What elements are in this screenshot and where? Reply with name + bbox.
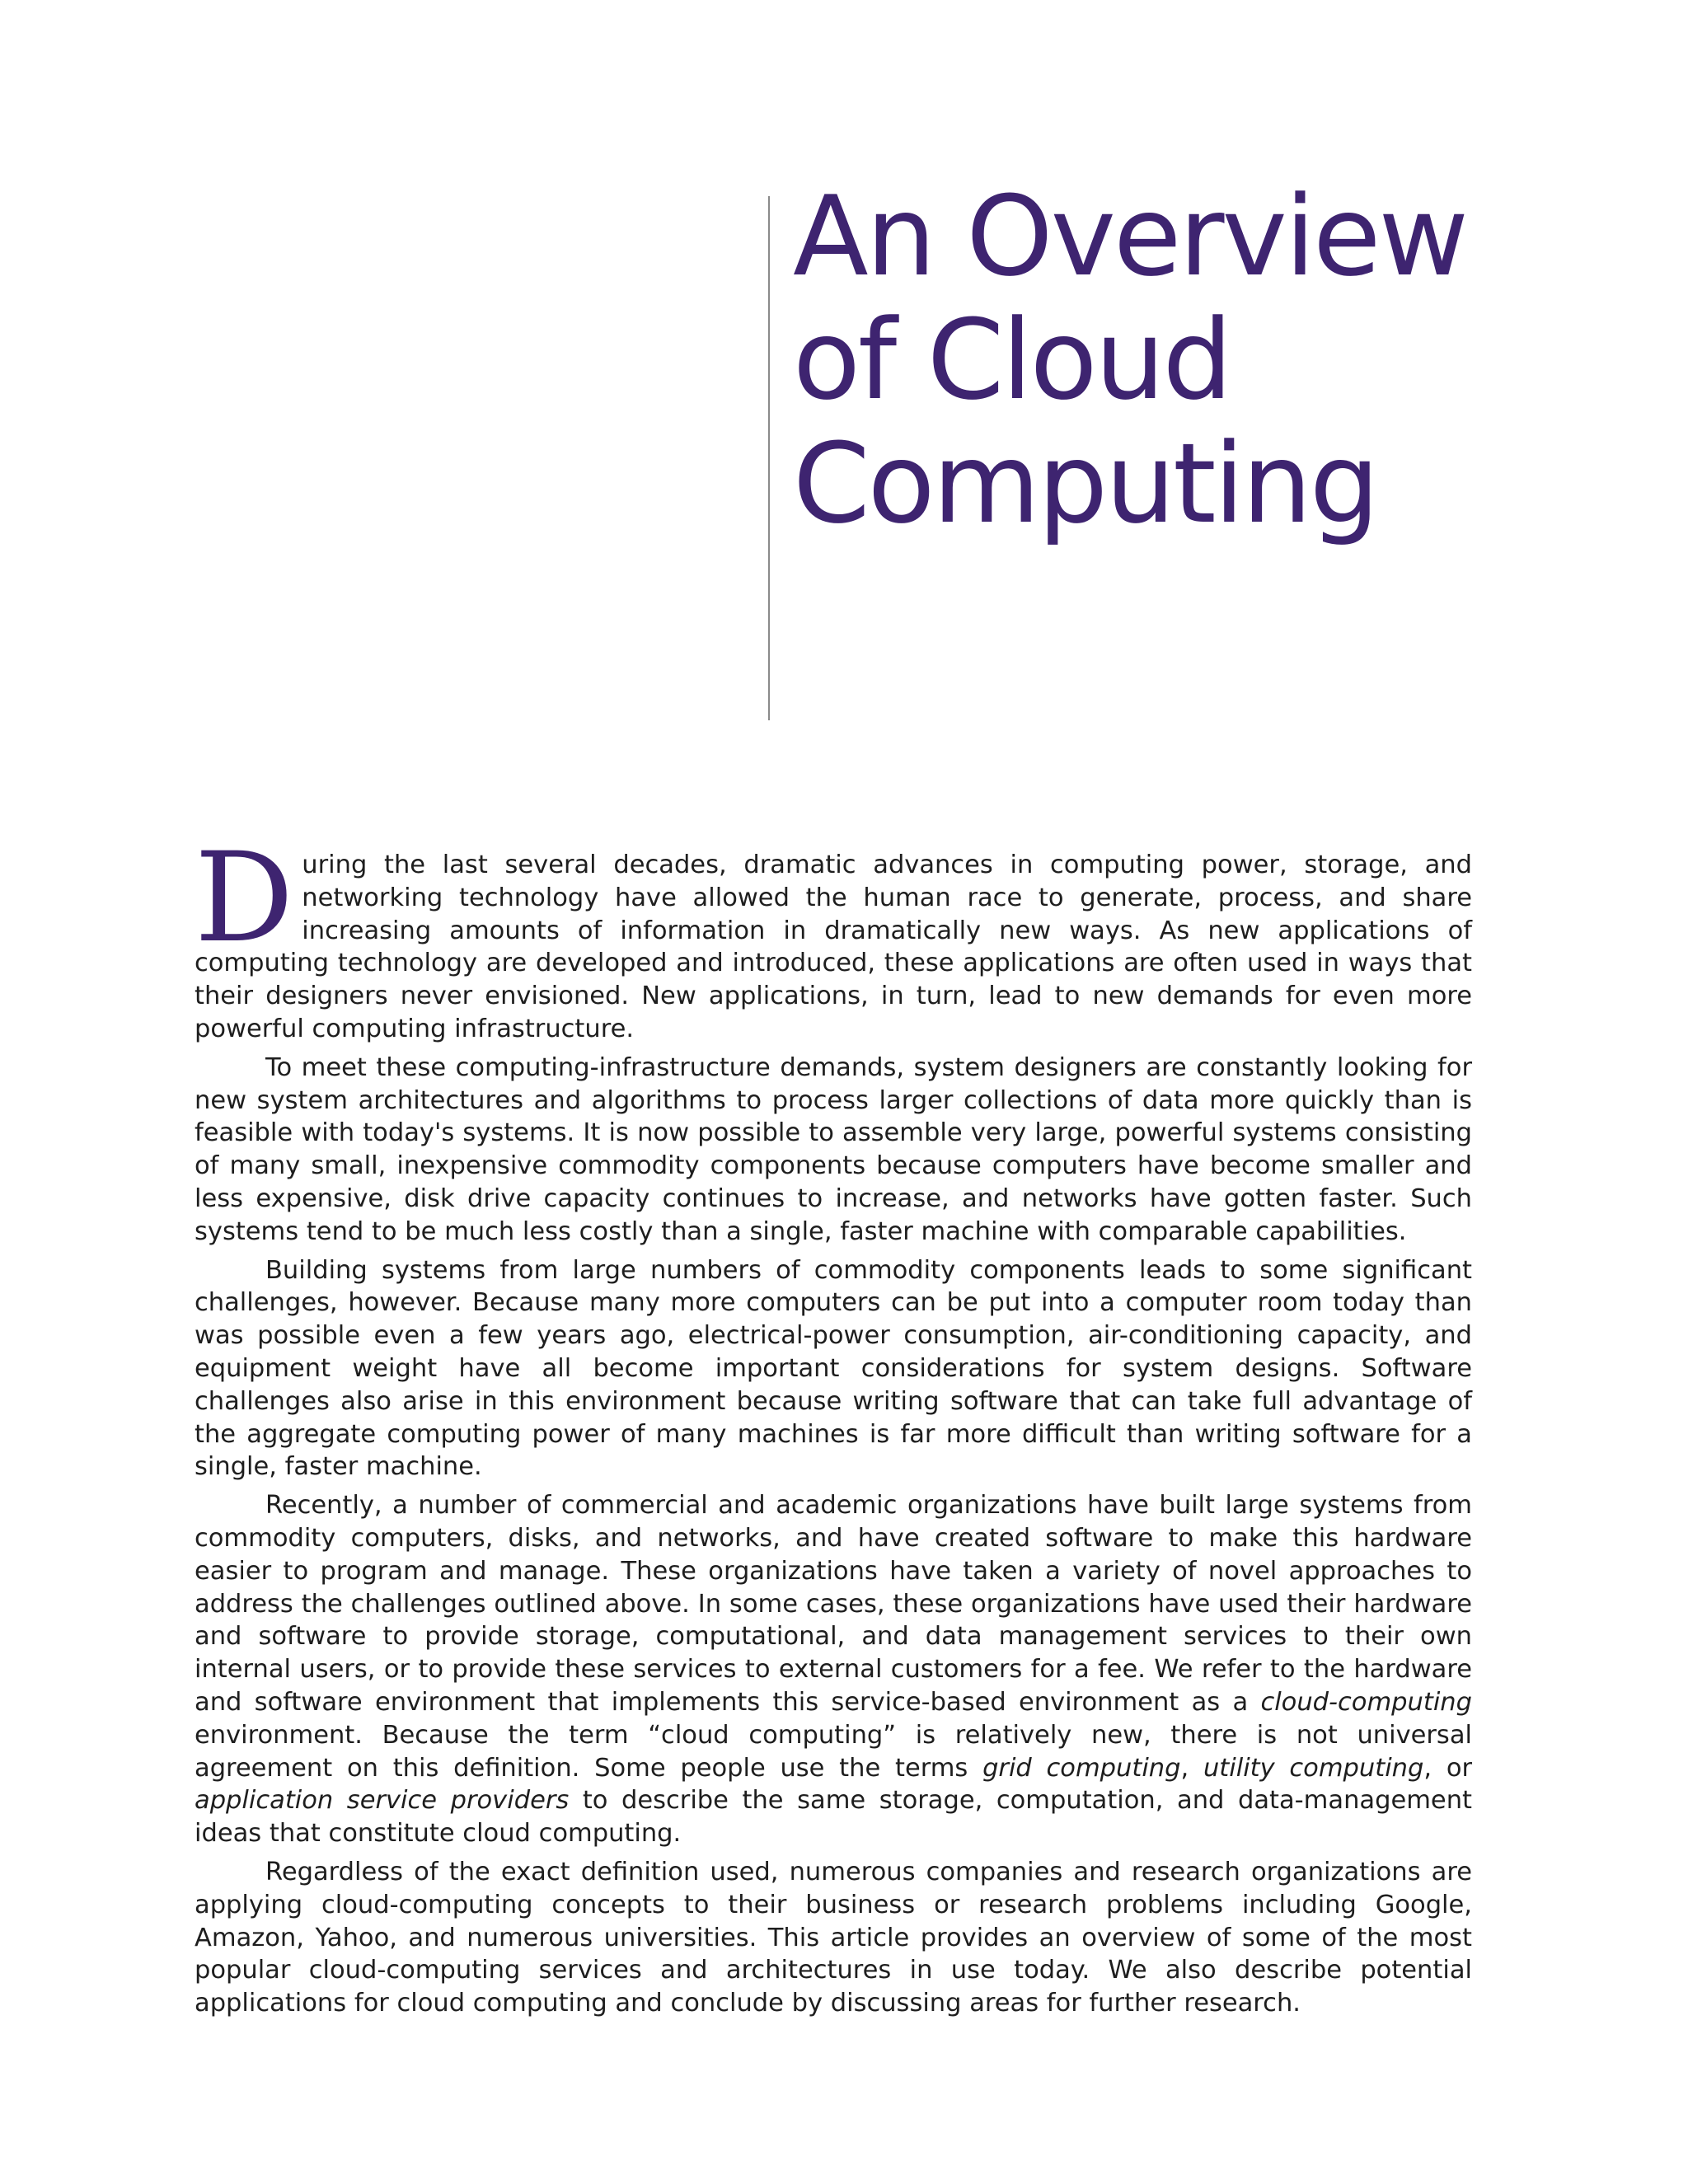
title-line-2: of Cloud bbox=[793, 296, 1231, 424]
title-divider-rule bbox=[768, 196, 770, 720]
paragraph-4-text-a: Recently, a number of commercial and academic organizations have built large systems from commodity computers, disks, and networks, and have created software to make this hardware easier to program and manage. These organizations have taken a variety of novel approaches to address the challenges outlined above. In some cases, these organizations have used their hardware and software to provide storage, computational, and data management services to their own internal users, or to provide these services to external customers for a fee. We refer to the hardware and software environment that implements this service-based environment as a bbox=[195, 1491, 1472, 1717]
term-utility-computing: utility computing bbox=[1203, 1753, 1424, 1783]
paragraph-1-text: uring the last several decades, dramatic advances in computing power, storage, and networking technology have allowed the human race to generate, process, and share increasing amounts of information in dramatically new ways. As new applications of computing technology are developed and introduced, these applications are often used in ways that their designers never envisioned. New applications, in turn, lead to new demands for even more powerful computing infrastructure. bbox=[195, 851, 1472, 1043]
paragraph-4 bbox=[195, 1489, 1472, 1850]
drop-cap: D bbox=[195, 827, 294, 970]
paragraph-1 bbox=[195, 827, 1472, 1046]
paragraph-3: Building systems from large numbers of commodity components leads to some significant challenges, however. Because many more computers can be put into a computer room today than was possible even a few years ago, electrical-power consumption, air-conditioning capacity, and equipment weight have all become important considerations for system designs. Software challenges also arise in this environment because writing software that can take full advantage of the aggregate computing power of many machines is far more difficult than writing software for a single, faster machine. bbox=[195, 1255, 1472, 1482]
paragraph-2: To meet these computing-infrastructure demands, system designers are constantly looking for new system architectures and algorithms to process larger collections of data more quickly than is feasible with today's systems. It is now possible to assemble very large, powerful systems consisting of many small, inexpensive commodity components because computers have become smaller and less expensive, disk drive capacity continues to increase, and networks have gotten faster. Such systems tend to be much less costly than a single, faster machine with comparable capabilities. bbox=[195, 1052, 1472, 1246]
paragraph-4-text-e: to describe the same storage, computation, and data-management ideas that constitute cloud computing. bbox=[195, 1786, 1472, 1849]
term-grid-computing: grid computing bbox=[982, 1753, 1181, 1783]
paragraph-4-text-c: , bbox=[1180, 1753, 1203, 1783]
paragraph-4-text-b: environment. Because the term “cloud computing” is relatively new, there is not universal agreement on this definition. Some people use the terms bbox=[195, 1720, 1472, 1783]
paragraph-4-text-d: , or bbox=[1423, 1753, 1473, 1783]
term-application-service-providers: application service providers bbox=[195, 1786, 570, 1816]
term-cloud-computing: cloud-computing bbox=[1260, 1687, 1472, 1717]
title-line-3: Computing bbox=[793, 419, 1377, 548]
paragraph-5: Regardless of the exact definition used, numerous companies and research organizations are applying cloud-computing concepts to their business or research problems including Google, Amazon, Yahoo, and numerous universities. This article provides an overview of some of the most popular cloud-computing services and architectures in use today. We also describe potential applications for cloud computing and conclude by discussing areas for further research. bbox=[195, 1857, 1472, 2018]
article-body bbox=[195, 827, 1473, 2026]
article-title bbox=[793, 172, 1650, 548]
title-line-1: An Overview bbox=[793, 172, 1467, 301]
